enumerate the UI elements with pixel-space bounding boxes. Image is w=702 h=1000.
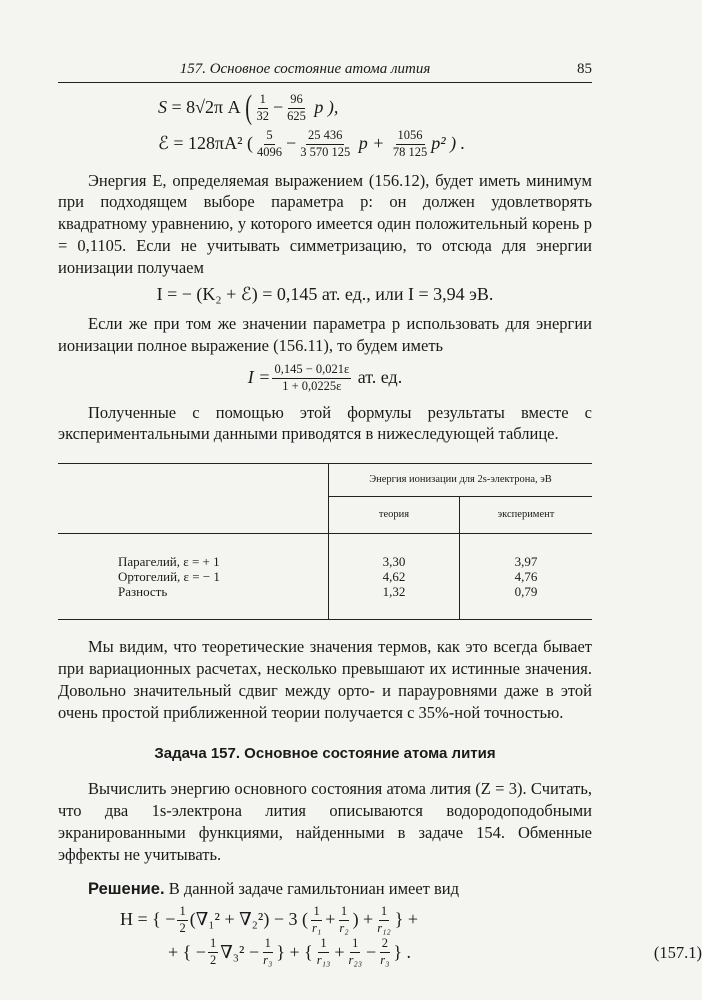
formula-e-rhs: = 128πA² ( bbox=[173, 133, 254, 154]
formula-e bbox=[158, 129, 592, 160]
table-cell: 3,97 bbox=[514, 554, 538, 570]
formula-hamiltonian-line1 bbox=[120, 905, 592, 936]
solution-text: В данной задаче гамильтониан имеет вид bbox=[164, 878, 460, 898]
plus-sign: + bbox=[334, 941, 345, 962]
table-theory-values bbox=[329, 534, 460, 620]
fraction bbox=[315, 937, 333, 968]
solution-label: Решение. bbox=[88, 879, 165, 898]
fraction bbox=[346, 937, 364, 968]
fraction-num: 1 bbox=[318, 937, 328, 953]
paren-open: ( bbox=[245, 89, 253, 126]
fraction-num: 1 bbox=[339, 905, 349, 921]
fraction-den: r₃ bbox=[380, 953, 390, 967]
fraction-den: 32 bbox=[256, 108, 269, 123]
fraction-den: r₁₃ bbox=[316, 953, 331, 967]
formula-part: + { − bbox=[168, 941, 206, 962]
fraction bbox=[337, 905, 350, 936]
table-body bbox=[58, 534, 592, 620]
formula-unit: ат. ед. bbox=[357, 367, 403, 388]
formula-s-rhs: = 8√2π A bbox=[171, 97, 241, 118]
fraction-num: 1 bbox=[311, 905, 321, 921]
fraction-num: 1 bbox=[263, 937, 273, 953]
fraction-num: 1 bbox=[208, 937, 218, 953]
equation-number: (157.1) bbox=[653, 942, 702, 962]
table-labels bbox=[58, 534, 329, 620]
formula-e-end: p² ) . bbox=[431, 133, 466, 154]
formula-part: } + { bbox=[276, 941, 313, 962]
fraction-den: 625 bbox=[287, 108, 306, 123]
fraction bbox=[208, 937, 218, 968]
fraction-num: 5 bbox=[264, 129, 274, 145]
plus-sign: + bbox=[325, 909, 336, 930]
header-title: 157. Основное состояние атома лития bbox=[179, 61, 431, 77]
fraction-den: 78 125 bbox=[392, 144, 428, 159]
fraction bbox=[378, 937, 391, 968]
formula-s bbox=[158, 91, 592, 125]
fraction bbox=[285, 93, 308, 124]
paragraph-full-expression: Если же при том же значении параметра p использовать для энергии ионизации полное выражение (156.11), то будем иметь bbox=[58, 314, 592, 356]
fraction-num: 1 bbox=[177, 905, 187, 921]
formula-part: H = { − bbox=[120, 909, 176, 930]
formula-part: } + bbox=[394, 909, 419, 930]
table-cell: 1,32 bbox=[382, 584, 406, 600]
table-cell: 4,76 bbox=[514, 569, 538, 585]
table-experiment-values bbox=[460, 534, 593, 620]
table-row-label: Разность bbox=[118, 584, 168, 600]
fraction-den: 2 bbox=[209, 953, 217, 967]
formula-part: ∇₃² − bbox=[220, 941, 260, 962]
fraction-den: r₂ bbox=[339, 920, 349, 935]
fraction-den: r₁ bbox=[311, 920, 322, 935]
formula-ionization-full bbox=[58, 363, 592, 394]
fraction-num: 96 bbox=[288, 93, 305, 109]
fraction bbox=[375, 905, 393, 936]
table-corner bbox=[58, 464, 329, 534]
formula-e-p: p + bbox=[358, 133, 385, 154]
page-number: 85 bbox=[577, 61, 592, 77]
minus-sign: − bbox=[286, 133, 297, 154]
table-cell: 0,79 bbox=[514, 584, 538, 600]
table-col-theory: теория bbox=[329, 497, 460, 534]
formula-s-lhs: S bbox=[158, 97, 167, 118]
fraction-num: 2 bbox=[380, 937, 390, 953]
paragraph-solution bbox=[58, 878, 592, 901]
minus-sign: − bbox=[272, 97, 284, 118]
formula-ionization: I = − (K₂ + ℰ) = 0,145 ат. ед., или I = 3,94 эВ. bbox=[156, 284, 494, 305]
table-cell: 4,62 bbox=[382, 569, 406, 585]
fraction-num: 0,145 − 0,021ε bbox=[272, 363, 351, 379]
fraction-num: 1 bbox=[379, 905, 389, 921]
fraction bbox=[254, 93, 271, 124]
paragraph-conclusion: Мы видим, что теоретические значения термов, как это всегда бывает при вариационных расчетах, несколько превышают их истинные значения. Довольно значительный сдвиг между орто- и парауровнями даже в этой очень простой приближенной теории получается с 35%-ной точностью. bbox=[58, 637, 592, 723]
fraction bbox=[310, 905, 323, 936]
fraction-num: 1 bbox=[350, 937, 360, 953]
fraction bbox=[298, 129, 352, 160]
fraction-den: r₁₂ bbox=[377, 920, 391, 935]
table-col-experiment: эксперимент bbox=[460, 497, 593, 534]
running-header bbox=[58, 56, 592, 83]
ionization-table bbox=[58, 463, 592, 620]
fraction bbox=[255, 129, 284, 160]
formula-hamiltonian-line2 bbox=[168, 936, 702, 968]
section-title: Задача 157. Основное состояние атома лития bbox=[154, 745, 496, 763]
table-row-label: Парагелий, ε = + 1 bbox=[118, 554, 220, 570]
table-header-row bbox=[58, 464, 592, 497]
paragraph-results: Полученные с помощью этой формулы результаты вместе с экспериментальными данными приводятся в нижеследующей таблице. bbox=[58, 402, 592, 444]
table-group-header: Энергия ионизации для 2s-электрона, эВ bbox=[329, 464, 593, 497]
formula-part: } . bbox=[393, 941, 412, 962]
formula-part: (∇₁² + ∇₂²) − 3 ( bbox=[189, 909, 308, 930]
fraction bbox=[261, 937, 274, 968]
table-row-label: Ортогелий, ε = − 1 bbox=[118, 569, 220, 585]
fraction-num: 1 bbox=[258, 93, 268, 109]
fraction-den: r₂₃ bbox=[348, 953, 363, 967]
formula-e-lhs: ℰ bbox=[158, 133, 169, 154]
fraction-num: 1056 bbox=[396, 129, 425, 145]
fraction-num: 25 436 bbox=[306, 129, 344, 145]
fraction-den: 3 570 125 bbox=[300, 144, 351, 159]
fraction-den: 4096 bbox=[257, 144, 283, 159]
paragraph-problem: Вычислить энергию основного состояния атома лития (Z = 3). Считать, что два 1s-электрона лития описываются водородоподобными экранированными функциями, найденными в задаче 154. Обменные эффекты не учитывать. bbox=[58, 779, 592, 864]
fraction bbox=[177, 905, 187, 936]
fraction-den: r₃ bbox=[263, 953, 273, 967]
table-cell: 3,30 bbox=[382, 554, 406, 570]
page bbox=[58, 56, 702, 968]
fraction-den: 2 bbox=[179, 920, 186, 935]
formula-s-end: p ), bbox=[314, 97, 339, 118]
formula-part: ) + bbox=[352, 909, 374, 930]
fraction bbox=[391, 129, 429, 160]
fraction bbox=[272, 363, 351, 394]
fraction-den: 1 + 0,0225ε bbox=[282, 378, 342, 393]
minus-sign: − bbox=[366, 941, 377, 962]
formula-lhs: I = bbox=[247, 367, 271, 388]
paragraph-energy: Энергия E, определяемая выражением (156.12), будет иметь минимум при подходящем выборе параметра p: он должен удовлетворять квадратному уравнению, у которого имеется один положительный корень p = 0,1105. Если не учитывать симметризацию, то отсюда для энергии ионизации получаем bbox=[58, 170, 592, 278]
